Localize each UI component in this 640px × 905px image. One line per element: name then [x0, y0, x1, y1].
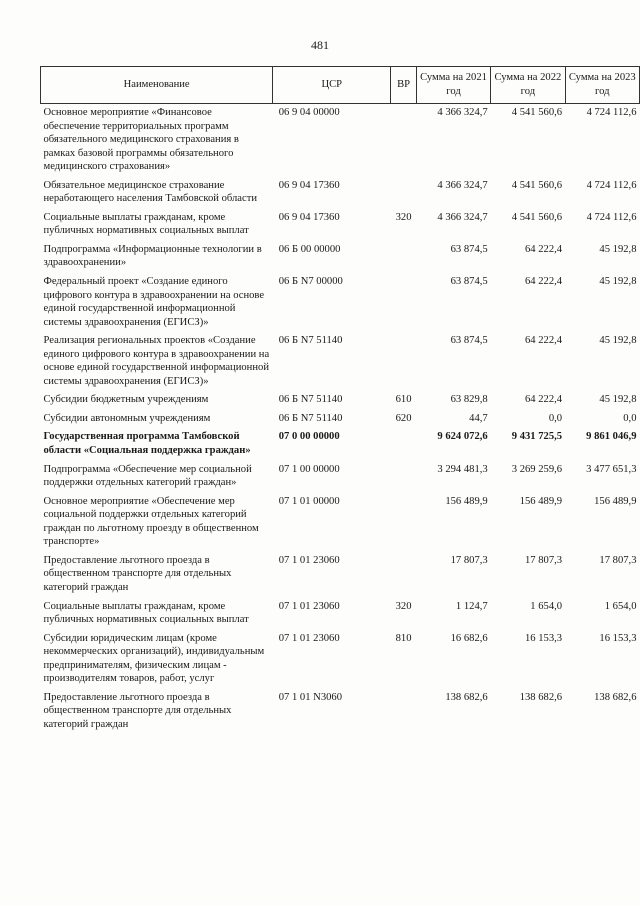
header-name: Наименование: [41, 67, 273, 104]
table-row: [41, 273, 640, 332]
row-vr: 320: [395, 600, 412, 612]
row-sum-2022: 17 807,3: [525, 554, 563, 566]
row-name: Субсидии бюджетным учреждениям: [43, 394, 209, 406]
row-sum-2023: 17 807,3: [599, 554, 637, 566]
row-sum-2021: 16 682,6: [450, 632, 488, 644]
row-sum-2022: 0,0: [548, 412, 563, 424]
table-header-row: [41, 67, 640, 104]
row-csr: 06 Б N7 51140: [278, 335, 343, 347]
row-csr: 06 Б N7 51140: [278, 394, 343, 406]
table-row: [41, 332, 640, 391]
row-vr: 610: [395, 394, 412, 406]
row-vr: [391, 428, 417, 460]
table-row: [41, 177, 640, 209]
row-sum-2022: 156 489,9: [519, 495, 563, 507]
header-sum-2023: Сумма на 2023 год: [565, 67, 639, 104]
row-vr: [391, 273, 417, 332]
header-vr: ВР: [391, 67, 417, 104]
row-name: Субсидии юридическим лицам (кроме некоммерческих организаций), индивидуальным предпринимателям, физическим лицам - производителям товаров, работ, услуг: [43, 632, 265, 685]
row-sum-2023: 3 477 651,3: [586, 463, 637, 475]
row-sum-2022: 64 222,4: [525, 394, 563, 406]
row-vr: [391, 552, 417, 598]
row-sum-2023: 45 192,8: [599, 243, 637, 255]
row-sum-2021: 63 874,5: [450, 243, 488, 255]
row-name: Подпрограмма «Обеспечение мер социальной поддержки отдельных категорий граждан»: [43, 463, 252, 489]
row-vr: 620: [395, 412, 412, 424]
row-sum-2023: 1 654,0: [604, 600, 637, 612]
header-csr: ЦСР: [273, 67, 391, 104]
table-row: [41, 552, 640, 598]
table-row: [41, 410, 640, 429]
row-name: Основное мероприятие «Обеспечение мер социальной поддержки отдельных категорий граждан по льготному проезду в общественном транспорте»: [43, 495, 259, 548]
row-sum-2023: 4 724 112,6: [586, 179, 637, 191]
row-sum-2022: 16 153,3: [525, 632, 563, 644]
row-csr: 07 1 00 00000: [278, 463, 340, 475]
row-sum-2022: 9 431 725,5: [511, 431, 563, 443]
row-sum-2021: 1 124,7: [455, 600, 488, 612]
row-csr: 06 9 04 17360: [278, 211, 340, 223]
row-sum-2022: 64 222,4: [525, 335, 563, 347]
row-sum-2021: 4 366 324,7: [437, 107, 488, 118]
row-name: Социальные выплаты гражданам, кроме публичных нормативных социальных выплат: [43, 211, 249, 237]
budget-table: [40, 66, 640, 734]
header-sum-2022: Сумма на 2022 год: [491, 67, 565, 104]
row-sum-2021: 156 489,9: [445, 495, 488, 507]
row-sum-2022: 138 682,6: [519, 691, 563, 703]
row-vr: [391, 689, 417, 735]
row-sum-2023: 138 682,6: [594, 691, 637, 703]
header-sum-2021: Сумма на 2021 год: [416, 67, 490, 104]
row-sum-2021: 17 807,3: [450, 554, 488, 566]
row-csr: 07 1 01 00000: [278, 495, 340, 507]
row-sum-2023: 4 724 112,6: [586, 107, 637, 118]
row-sum-2023: 9 861 046,9: [586, 431, 637, 443]
row-vr: 320: [395, 211, 412, 223]
row-sum-2021: 9 624 072,6: [437, 431, 488, 443]
row-sum-2023: 0,0: [623, 412, 637, 424]
row-name: Реализация региональных проектов «Создание единого цифрового контура в здравоохранении на основе единой государственной информационной системы здравоохранения (ЕГИСЗ)»: [43, 335, 270, 387]
row-sum-2023: 45 192,8: [599, 335, 637, 347]
row-sum-2022: 3 269 259,6: [511, 463, 563, 475]
row-sum-2021: 4 366 324,7: [437, 211, 488, 223]
row-csr: 07 1 01 N3060: [278, 691, 343, 703]
table-row: [41, 241, 640, 273]
row-sum-2022: 4 541 560,6: [511, 107, 563, 118]
row-vr: [391, 493, 417, 552]
row-name: Подпрограмма «Информационные технологии в здравоохранении»: [43, 243, 262, 269]
row-csr: 06 Б 00 00000: [278, 243, 341, 255]
row-sum-2021: 63 874,5: [450, 276, 488, 288]
row-csr: 07 0 00 00000: [278, 431, 340, 443]
row-sum-2023: 45 192,8: [599, 276, 637, 288]
row-vr: 810: [395, 632, 412, 644]
row-name: Субсидии автономным учреждениям: [43, 412, 211, 424]
row-sum-2023: 45 192,8: [599, 394, 637, 406]
row-sum-2022: 4 541 560,6: [511, 211, 563, 223]
row-sum-2021: 3 294 481,3: [437, 463, 488, 475]
row-vr: [391, 461, 417, 493]
row-csr: 07 1 01 23060: [278, 554, 340, 566]
row-vr: [391, 104, 417, 177]
row-name: Предоставление льготного проезда в общественном транспорте для отдельных категорий граждан: [43, 691, 232, 730]
row-sum-2023: 156 489,9: [594, 495, 637, 507]
table-body: [41, 104, 640, 735]
row-name: Обязательное медицинское страхование неработающего населения Тамбовской области: [43, 179, 258, 205]
row-sum-2022: 64 222,4: [525, 276, 563, 288]
row-vr: [391, 241, 417, 273]
row-csr: 06 9 04 00000: [278, 107, 340, 118]
row-sum-2022: 1 654,0: [530, 600, 563, 612]
row-sum-2022: 4 541 560,6: [511, 179, 563, 191]
row-sum-2021: 4 366 324,7: [437, 179, 488, 191]
table-row: [41, 428, 640, 460]
row-sum-2023: 16 153,3: [599, 632, 637, 644]
table-row: [41, 598, 640, 630]
table-row: [41, 493, 640, 552]
table-row: [41, 104, 640, 177]
row-csr: 06 Б N7 00000: [278, 276, 343, 288]
row-sum-2021: 44,7: [469, 412, 488, 424]
row-name: Предоставление льготного проезда в общественном транспорте для отдельных категорий граждан: [43, 554, 232, 593]
row-csr: 06 9 04 17360: [278, 179, 340, 191]
row-csr: 06 Б N7 51140: [278, 412, 343, 424]
row-sum-2023: 4 724 112,6: [586, 211, 637, 223]
row-sum-2021: 138 682,6: [445, 691, 488, 703]
table-row: [41, 461, 640, 493]
row-csr: 07 1 01 23060: [278, 632, 340, 644]
row-name: Государственная программа Тамбовской области «Социальная поддержка граждан»: [43, 431, 251, 457]
row-name: Социальные выплаты гражданам, кроме публичных нормативных социальных выплат: [43, 600, 249, 626]
row-sum-2022: 64 222,4: [525, 243, 563, 255]
table-row: [41, 689, 640, 735]
table-row: [41, 630, 640, 689]
table-row: [41, 391, 640, 410]
row-csr: 07 1 01 23060: [278, 600, 340, 612]
row-vr: [391, 332, 417, 391]
table-row: [41, 209, 640, 241]
row-vr: [391, 177, 417, 209]
row-name: Федеральный проект «Создание единого цифрового контура в здравоохранении на основе единой государственной информационной системы здравоохранения (ЕГИСЗ)»: [43, 276, 265, 328]
row-sum-2021: 63 829,8: [450, 394, 488, 406]
row-sum-2021: 63 874,5: [450, 335, 488, 347]
row-name: Основное мероприятие «Финансовое обеспечение территориальных программ обязательного медицинского страхования в рамках базовой программы обязательного медицинского страхования»: [43, 107, 239, 173]
page-number: 481: [311, 38, 329, 52]
